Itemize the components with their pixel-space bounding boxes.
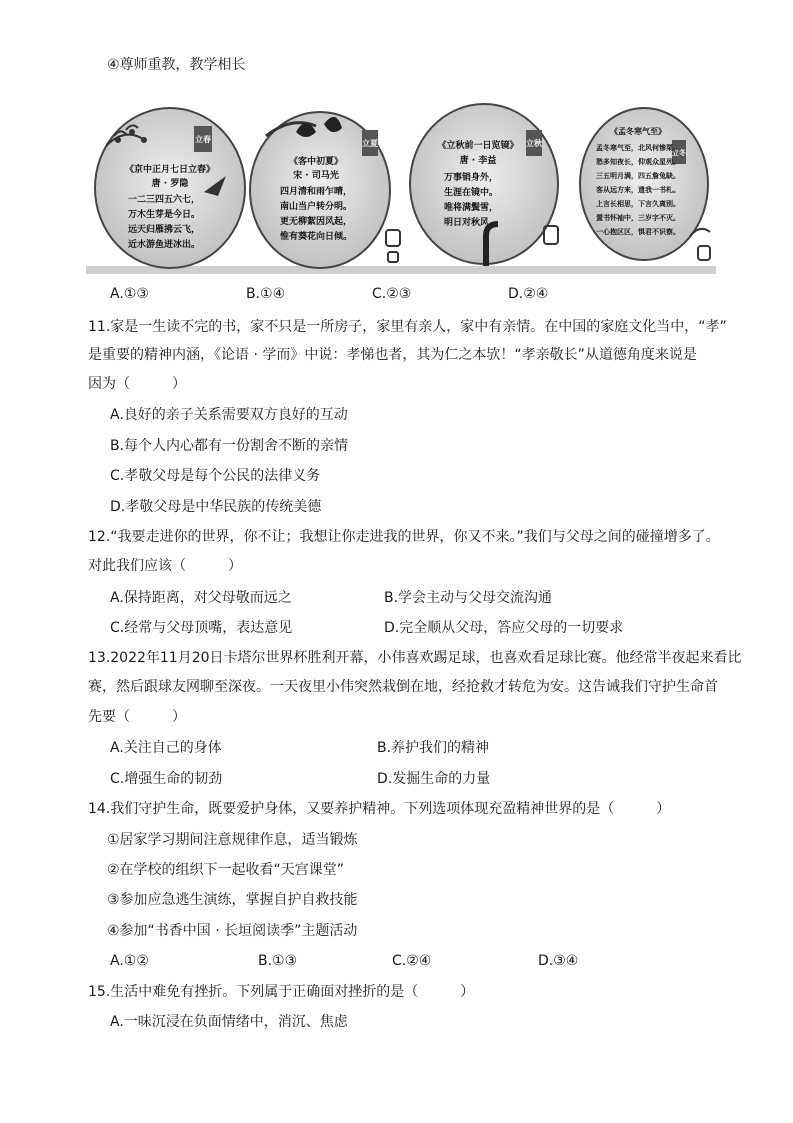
q13-option-d: D.发掘生命的力量 [377,771,491,787]
q10-option-a: A.①③ [110,286,149,302]
lantern-icon [698,246,710,260]
poem-line: 孟冬寒气至，北风何惨栗。 [596,144,680,152]
q14-item-4: ④参加“书香中国 · 长垣阅读季”主题活动 [107,923,358,939]
q13-option-c: C.增强生命的韧劲 [110,771,223,787]
lantern-icon [386,230,400,246]
q10-option-c: C.②③ [372,286,412,302]
q11-stem-line: 因为（ ） [88,376,186,392]
poem-line: 三五明月满，四五詹兔缺。 [596,172,680,180]
q12-option-c: C.经常与父母顶嘴，表达意见 [110,620,293,636]
q14-item-3: ③参加应急逃生演练，掌握自护自救技能 [107,892,358,908]
q12-stem-line: 对此我们应该（ ） [88,558,242,574]
solar-terms-poem-figure [86,96,716,274]
poem-line: 南山当户转分明。 [279,202,353,212]
poem-line: 愁多知夜长，仰观众星列。 [596,158,680,166]
q14-option-a: A.①② [110,953,149,969]
q11-option-a: A.良好的亲子关系需要双方良好的互动 [110,407,348,423]
q12-stem-line: 12.“我要走进你的世界，你不让；我想让你走进我的世界，你又不来。”我们与父母之间的碰撞增多了。 [88,529,720,545]
poem-line: 明日对秋风。 [443,218,499,228]
q14-option-d: D.③④ [538,953,579,969]
q14-option-b: B.①③ [258,953,298,969]
poem-author: 唐 · 李益 [459,156,497,166]
q11-stem-line: 11.家是一生读不完的书，家不只是一所房子，家里有亲人，家中有亲情。在中国的家庭文化当中，“孝” [88,319,727,335]
poem-line: 一心抱区区，惧君不识察。 [596,228,680,236]
statement-item-4: ④尊师重教，教学相长 [107,57,246,73]
q12-option-b: B.学会主动与父母交流沟通 [384,590,553,606]
q15-option-a: A.一味沉浸在负面情绪中，消沉、焦虑 [110,1014,348,1030]
poem-line: 近水游鱼迸冰出。 [127,240,201,250]
q14-item-2: ②在学校的组织下一起收看“天宫课堂” [107,862,345,878]
poem-author: 宋 · 司马光 [293,171,339,181]
poem-line: 万事销身外， [443,173,499,183]
q11-option-c: C.孝敬父母是每个公民的法律义务 [110,468,321,484]
q12-option-a: A.保持距离，对父母敬而远之 [110,590,292,606]
seal-text: 立秋 [526,139,542,148]
poem-line: 万木生芽是今日。 [127,210,201,220]
poem-line: 更无柳絮因风起， [279,217,353,227]
poem-plate-spring [95,108,245,268]
poem-title: 《立秋前一日览镜》 [437,141,519,151]
q14-stem-line: 14.我们守护生命，既要爱护身体，又要养护精神。下列选项体现充盈精神世界的是（ ） [88,801,671,817]
poem-line: 惟有葵花向日倾。 [279,232,353,242]
poem-line: 上言长相思，下言久离别。 [596,200,680,208]
poem-title: 《孟冬寒气至》 [610,127,666,136]
seal-text: 立春 [195,135,211,144]
q14-option-c: C.②④ [392,953,432,969]
poem-plate-autumn [410,104,558,266]
q11-stem-line: 是重要的精神内涵，《论语 · 学而》中说：孝悌也者，其为仁之本欤！“孝亲敬长”从道德角度来说是 [88,347,697,363]
poem-plate-summer [250,112,400,268]
q15-stem-line: 15.生活中难免有挫折。下列属于正确面对挫折的是（ ） [88,984,475,1000]
poem-line: 生涯在镜中。 [443,188,499,198]
poem-line: 一二三四五六七， [127,195,201,205]
q14-item-1: ①居家学习期间注意规律作息，适当锻炼 [107,832,358,848]
q13-stem-line: 13.2022年11月20日卡塔尔世界杯胜利开幕，小伟喜欢踢足球，也喜欢看足球比赛。他经常半夜起来看比 [88,650,742,666]
poem-title: 《客中初夏》 [288,157,344,167]
q13-stem-line: 先要（ ） [88,709,186,725]
q10-option-d: D.②④ [508,286,549,302]
poem-author: 唐 · 罗隐 [151,179,189,189]
seal-text: 立夏 [362,139,378,148]
q11-option-d: D.孝敬父母是中华民族的传统美德 [110,499,322,515]
seal-text: 立冬 [672,149,686,157]
poem-line: 唯将满鬓雪， [443,203,499,213]
q13-option-a: A.关注自己的身体 [110,740,222,756]
poem-line: 客从远方来，遗我一书札。 [596,186,680,194]
q11-option-b: B.每个人内心都有一份割舍不断的亲情 [110,438,349,454]
poem-plate-winter [580,108,710,260]
q12-option-d: D.完全顺从父母，答应父母的一切要求 [384,620,624,636]
poem-line: 四月清和雨乍晴， [279,187,353,197]
q13-stem-line: 赛，然后跟球友网聊至深夜。一天夜里小伟突然栽倒在地，经抢救才转危为安。这告诫我们守护生命首 [88,679,718,695]
poem-line: 远天归雁拂云飞， [127,225,201,235]
poem-title: 《京中正月七日立春》 [124,165,216,175]
q10-option-b: B.①④ [246,286,286,302]
poem-line: 置书怀袖中，三岁字不灭。 [596,214,680,222]
q13-option-b: B.养护我们的精神 [377,740,490,756]
